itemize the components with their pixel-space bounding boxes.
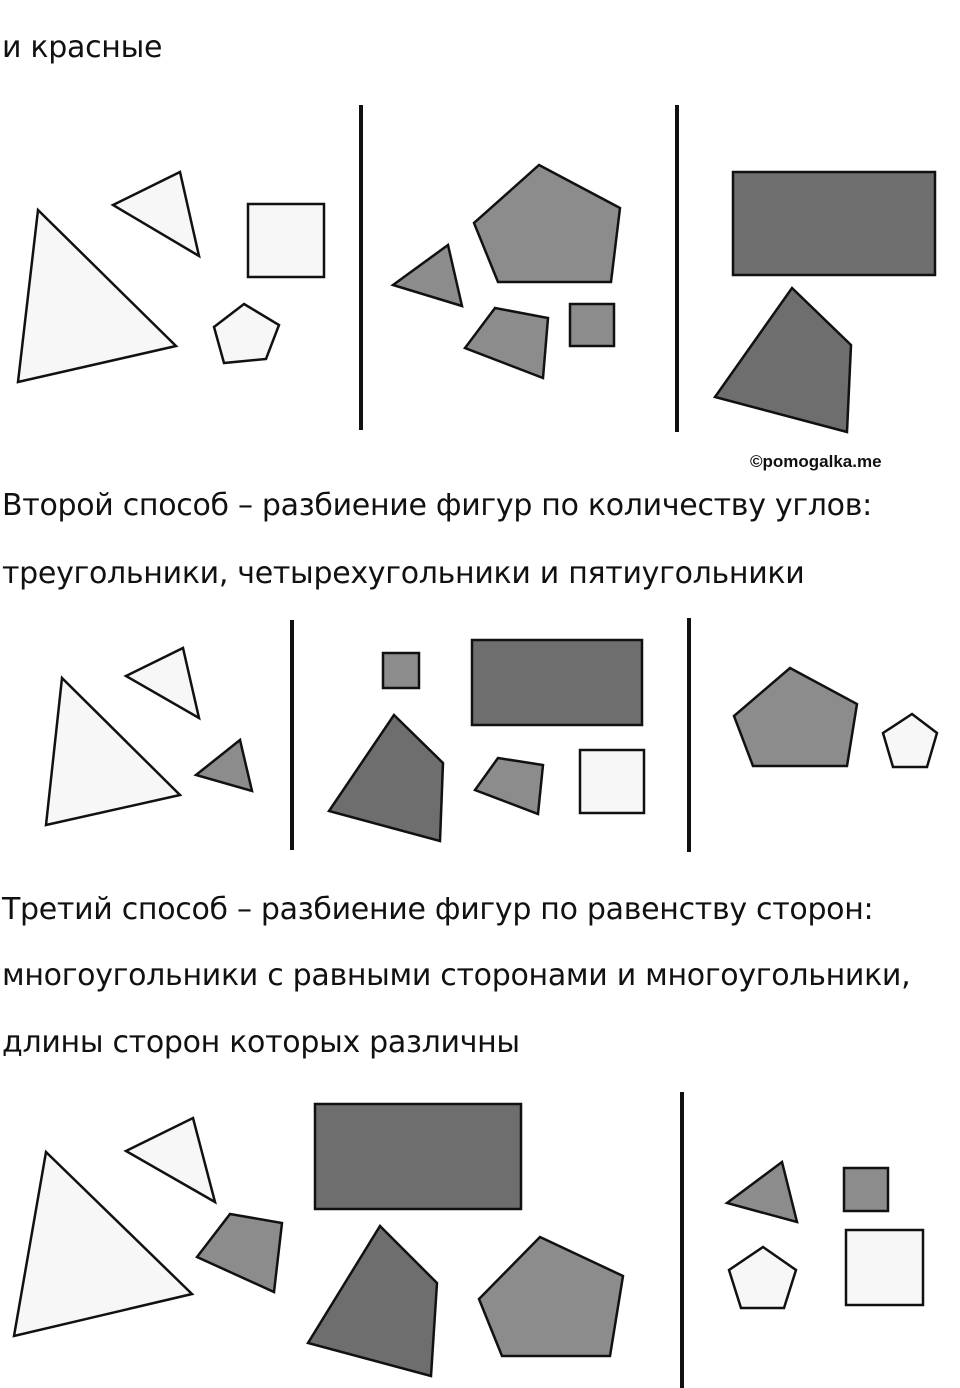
figure-group-by-color — [0, 90, 960, 440]
small-triangle — [113, 172, 199, 256]
small-triangle — [126, 648, 199, 718]
quadrilateral — [715, 288, 851, 432]
rectangle — [315, 1104, 521, 1209]
triangle — [727, 1162, 797, 1222]
large-triangle — [18, 210, 176, 382]
pentagon — [734, 668, 857, 766]
text-line-way3-desc2: длины сторон которых различны — [2, 1025, 520, 1060]
large-triangle — [46, 678, 180, 825]
square — [570, 304, 614, 346]
text-line-way2-title: Второй способ – разбиение фигур по количеству углов: — [2, 488, 872, 523]
watermark: ©pomogalka.me — [750, 452, 882, 471]
quadrilateral — [308, 1226, 437, 1376]
pentagon — [729, 1247, 796, 1308]
text-line-way3-title: Третий способ – разбиение фигур по равенству сторон: — [2, 892, 874, 927]
small-triangle — [126, 1118, 215, 1202]
square — [846, 1230, 923, 1305]
triangle — [393, 245, 462, 306]
figure-group-by-angles — [0, 612, 960, 857]
quadrilateral — [197, 1214, 282, 1292]
large-triangle — [14, 1152, 192, 1336]
text-line-way2-desc: треугольники, четырехугольники и пятиугольники — [2, 556, 805, 591]
quadrilateral — [329, 715, 443, 841]
square — [383, 653, 419, 688]
figure-group-by-sides — [0, 1088, 960, 1388]
square — [580, 750, 644, 813]
quadrilateral — [475, 758, 543, 814]
text-line-red: и красные — [2, 30, 163, 65]
rectangle — [733, 172, 935, 275]
pentagon — [214, 304, 279, 363]
rectangle — [472, 640, 642, 725]
text-line-way3-desc1: многоугольники с равными сторонами и многоугольники, — [2, 958, 911, 993]
quadrilateral — [465, 308, 548, 378]
square — [248, 204, 324, 277]
square — [844, 1168, 888, 1211]
triangle — [196, 740, 252, 791]
pentagon — [474, 165, 620, 282]
pentagon — [479, 1237, 623, 1356]
pentagon — [883, 714, 937, 767]
